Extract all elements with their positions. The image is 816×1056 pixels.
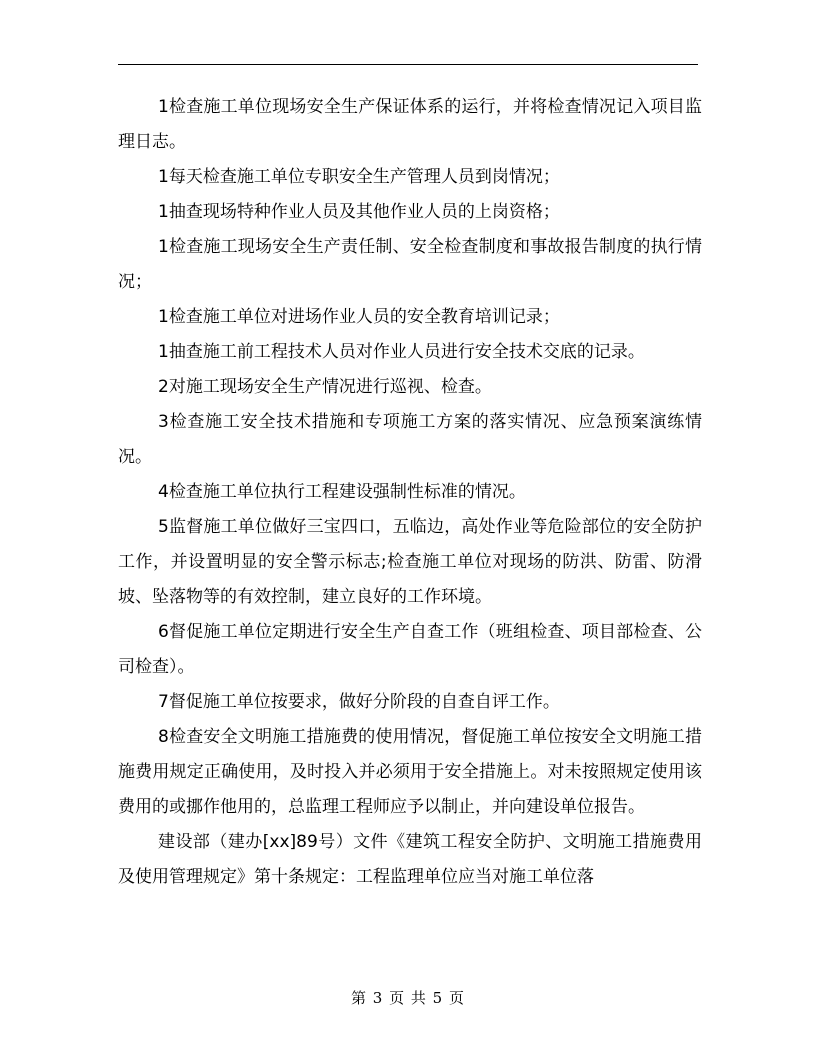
header-rule xyxy=(118,64,698,65)
paragraph-6: 1抽查施工前工程技术人员对作业人员进行安全技术交底的记录。 xyxy=(158,342,645,362)
paragraph-4: 1检查施工现场安全生产责任制、安全检查制度和事故报告制度的执行情况； xyxy=(118,237,702,292)
page-number: 第 3 页 共 5 页 xyxy=(351,989,465,1007)
document-body xyxy=(118,90,702,895)
paragraph-3: 1抽查现场特种作业人员及其他作业人员的上岗资格； xyxy=(158,202,560,222)
paragraph-11: 6督促施工单位定期进行安全生产自查工作（班组检查、项目部检查、公司检查）。 xyxy=(118,622,702,677)
paragraph-2: 1每天检查施工单位专职安全生产管理人员到岗情况； xyxy=(158,167,560,187)
paragraph-9: 4检查施工单位执行工程建设强制性标准的情况。 xyxy=(158,482,526,502)
paragraph-7: 2对施工现场安全生产情况进行巡视、检查。 xyxy=(158,377,492,397)
paragraph-10: 5监督施工单位做好三宝四口，五临边，高处作业等危险部位的安全防护工作，并设置明显的安全警示标志;检查施工单位对现场的防洪、防雷、防滑坡、坠落物等的有效控制，建立良好的工作环境。 xyxy=(118,517,702,607)
paragraph-8: 3检查施工安全技术措施和专项施工方案的落实情况、应急预案演练情况。 xyxy=(118,412,702,467)
paragraph-12: 7督促施工单位按要求，做好分阶段的自查自评工作。 xyxy=(158,692,560,712)
paragraph-14: 建设部（建办[xx]89号）文件《建筑工程安全防护、文明施工措施费用及使用管理规定》第十条规定：工程监理单位应当对施工单位落 xyxy=(118,832,702,887)
paragraph-13: 8检查安全文明施工措施费的使用情况，督促施工单位按安全文明施工措施费用规定正确使用，及时投入并必须用于安全措施上。对未按照规定使用该费用的或挪作他用的，总监理工程师应予以制止，并向建设单位报告。 xyxy=(118,727,702,817)
paragraph-1: 1检查施工单位现场安全生产保证体系的运行，并将检查情况记入项目监理日志。 xyxy=(118,97,702,152)
paragraph-5: 1检查施工单位对进场作业人员的安全教育培训记录； xyxy=(158,307,560,327)
